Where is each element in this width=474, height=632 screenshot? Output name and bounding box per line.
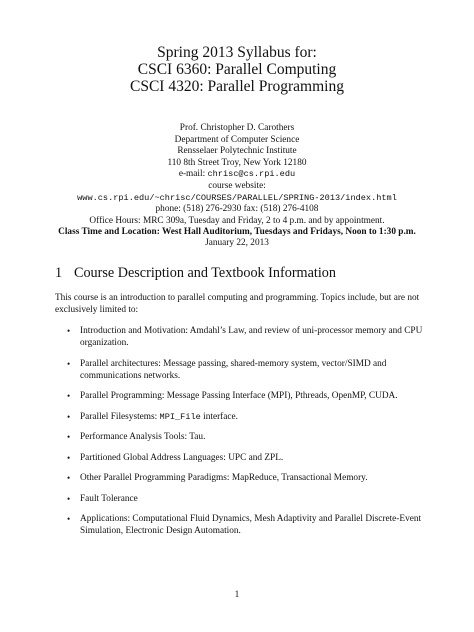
list-item bbox=[55, 390, 427, 402]
bullet-icon: • bbox=[67, 473, 71, 483]
list-item-text: Parallel architectures: Message passing, shared-memory system, vector/SIMD and communications networks. bbox=[80, 358, 387, 381]
list-item-text: Introduction and Motivation: Amdahl’s Law, and review of uni-processor memory and CPU organization. bbox=[80, 326, 423, 348]
office-hours: Office Hours: MRC 309a, Tuesday and Friday, 2 to 4 p.m. and by appointment. bbox=[89, 215, 385, 226]
bullet-icon: • bbox=[67, 514, 71, 524]
list-item-text: Fault Tolerance bbox=[80, 493, 138, 504]
list-item-text: Performance Analysis Tools: Tau. bbox=[80, 432, 206, 442]
phone-fax: phone: (518) 276-2930 fax: (518) 276-4108 bbox=[155, 204, 319, 215]
street-address: 110 8th Street Troy, New York 12180 bbox=[167, 157, 307, 168]
list-item bbox=[55, 513, 427, 537]
syllabus-title bbox=[0, 44, 474, 95]
section-title: Course Description and Textbook Information bbox=[74, 265, 336, 281]
title-line-semester: Spring 2013 Syllabus for: bbox=[157, 44, 317, 61]
list-item-text: Other Parallel Programming Paradigms: MapReduce, Transactional Memory. bbox=[80, 473, 368, 483]
department-name: Department of Computer Science bbox=[174, 134, 300, 145]
professor-name: Prof. Christopher D. Carothers bbox=[179, 123, 295, 133]
list-item-text: Partitioned Global Address Languages: UPC and ZPL. bbox=[80, 452, 284, 463]
page-number: 1 bbox=[234, 590, 240, 600]
email-label: e-mail: bbox=[178, 169, 208, 180]
bullet-icon: • bbox=[67, 391, 71, 401]
list-item bbox=[55, 325, 427, 349]
website-label: course website: bbox=[208, 180, 266, 191]
website-url[interactable]: www.cs.rpi.edu/~chrisc/COURSES/PARALLEL/SPRING-2013/index.html bbox=[77, 192, 397, 203]
list-item bbox=[55, 493, 427, 505]
code-mpi-file: MPI_File bbox=[159, 411, 201, 422]
section-intro-paragraph: This course is an introduction to parallel computing and programming. Topics include, but are not exclusively limited to: bbox=[55, 293, 420, 315]
list-item-text: Applications: Computational Fluid Dynamics, Mesh Adaptivity and Parallel Discrete-Event Simulation, Electronic Design Automation. bbox=[80, 514, 422, 536]
bullet-icon: • bbox=[67, 452, 71, 463]
section-number: 1 bbox=[55, 265, 63, 281]
class-time-location: Class Time and Location: West Hall Auditorium, Tuesdays and Fridays, Noon to 1:30 p.m. bbox=[58, 227, 416, 238]
bullet-icon: • bbox=[67, 326, 71, 336]
list-item bbox=[55, 358, 427, 382]
institute-name: Rensselaer Polytechnic Institute bbox=[177, 146, 297, 157]
bullet-icon: • bbox=[67, 432, 71, 442]
bullet-icon: • bbox=[67, 411, 71, 422]
title-line-csci4320: CSCI 4320: Parallel Programming bbox=[130, 78, 344, 95]
bullet-icon: • bbox=[67, 358, 71, 369]
list-item bbox=[55, 411, 427, 423]
email-line bbox=[0, 169, 474, 181]
list-item-text: Parallel Programming: Message Passing Interface (MPI), Pthreads, OpenMP, CUDA. bbox=[80, 391, 398, 401]
title-line-csci6360: CSCI 6360: Parallel Computing bbox=[137, 61, 337, 78]
bullet-icon: • bbox=[67, 493, 71, 504]
email-address[interactable]: chrisc@cs.rpi.edu bbox=[207, 169, 296, 180]
instructor-info bbox=[0, 123, 474, 239]
list-item bbox=[55, 452, 427, 464]
list-item-text-suffix: interface. bbox=[200, 411, 238, 422]
list-item-text-prefix: Parallel Filesystems: bbox=[80, 411, 160, 422]
topic-list bbox=[55, 325, 427, 546]
section-heading bbox=[55, 265, 336, 282]
list-item bbox=[55, 472, 427, 484]
list-item bbox=[55, 431, 427, 443]
document-date: January 22, 2013 bbox=[205, 238, 269, 248]
